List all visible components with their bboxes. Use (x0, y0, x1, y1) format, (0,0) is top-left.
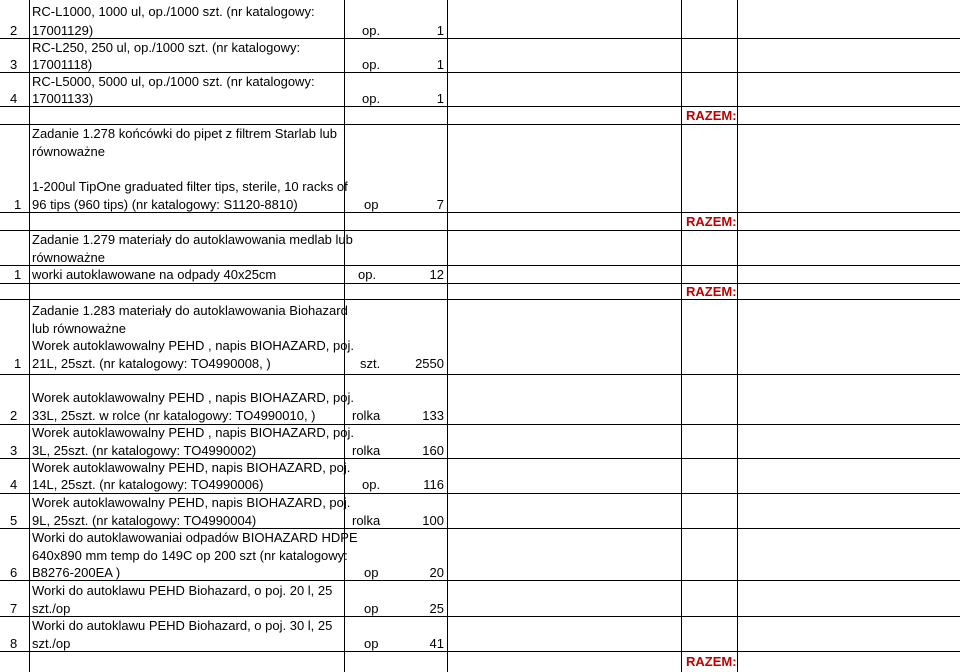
item-unit: op. (362, 57, 381, 72)
item-description: B8276-200EA ) (32, 565, 121, 580)
item-description: Worki do autoklawu PEHD Biohazard, o poj. 20 l, 25 (32, 583, 333, 598)
row-number: 3 (10, 57, 18, 72)
item-description: Worek autoklawowalny PEHD , napis BIOHAZARD, poj. (32, 390, 354, 405)
item-description: 17001129) (32, 23, 94, 38)
item-quantity: 1 (436, 91, 444, 106)
item-unit: szt. (360, 356, 381, 371)
item-description: 3L, 25szt. (nr katalogowy: TO4990002) (32, 443, 257, 458)
item-quantity: 160 (422, 443, 444, 458)
item-unit: rolka (352, 443, 381, 458)
task-heading: równoważne (32, 250, 105, 265)
row-number: 1 (14, 197, 22, 212)
razem-label: RAZEM: (686, 108, 737, 123)
task-heading: lub równoważne (32, 321, 126, 336)
item-quantity: 41 (429, 636, 444, 651)
item-description: 9L, 25szt. (nr katalogowy: TO4990004) (32, 513, 257, 528)
row-number: 4 (10, 91, 18, 106)
item-quantity: 25 (429, 601, 444, 616)
item-quantity: 7 (436, 197, 444, 212)
item-unit: rolka (352, 513, 381, 528)
item-quantity: 100 (422, 513, 444, 528)
row-number: 8 (10, 636, 18, 651)
item-description: worki autoklawowane na odpady 40x25cm (32, 267, 277, 282)
row-number: 5 (10, 513, 18, 528)
row-number: 2 (10, 408, 18, 423)
item-description: Worki do autoklawu PEHD Biohazard, o poj. 30 l, 25 (32, 618, 333, 633)
row-number: 1 (14, 267, 22, 282)
row-number: 3 (10, 443, 18, 458)
item-unit: op. (362, 477, 381, 492)
item-quantity: 1 (436, 57, 444, 72)
razem-label: RAZEM: (686, 284, 737, 299)
razem-label: RAZEM: (686, 654, 737, 669)
task-heading: Zadanie 1.279 materiały do autoklawowania medlab lub (32, 232, 353, 247)
item-description: 21L, 25szt. (nr katalogowy: TO4990008, ) (32, 356, 271, 371)
item-description: 17001118) (32, 57, 93, 72)
item-description: 14L, 25szt. (nr katalogowy: TO4990006) (32, 477, 264, 492)
item-unit: op. (362, 91, 381, 106)
item-description: 17001133) (32, 91, 94, 106)
item-unit: op. (362, 23, 381, 38)
item-description: RC-L5000, 5000 ul, op./1000 szt. (nr katalogowy: (32, 74, 315, 89)
item-description: RC-L1000, 1000 ul, op./1000 szt. (nr katalogowy: (32, 4, 315, 19)
item-description: Worek autoklawowalny PEHD , napis BIOHAZARD, poj. (32, 425, 354, 440)
item-description: Worek autoklawowalny PEHD, napis BIOHAZARD, poj. (32, 460, 351, 475)
item-unit: op (364, 601, 379, 616)
item-description: Worki do autoklawowaniai odpadów BIOHAZARD HDPE (32, 530, 358, 545)
item-description: 33L, 25szt. w rolce (nr katalogowy: TO4990010, ) (32, 408, 316, 423)
item-quantity: 20 (429, 565, 444, 580)
task-heading: równoważne (32, 144, 105, 159)
item-unit: rolka (352, 408, 381, 423)
row-number: 7 (10, 601, 18, 616)
item-description: 1-200ul TipOne graduated filter tips, sterile, 10 racks of (32, 179, 348, 194)
item-description: Worek autoklawowalny PEHD , napis BIOHAZARD, poj. (32, 338, 354, 353)
razem-label: RAZEM: (686, 214, 737, 229)
row-number: 4 (10, 477, 18, 492)
row-number: 6 (10, 565, 18, 580)
item-unit: op. (358, 267, 377, 282)
item-description: 96 tips (960 tips) (nr katalogowy: S1120-8810) (32, 197, 298, 212)
item-unit: op (364, 565, 379, 580)
item-unit: op (364, 197, 379, 212)
item-description: RC-L250, 250 ul, op./1000 szt. (nr katalogowy: (32, 40, 301, 55)
task-heading: Zadanie 1.283 materiały do autoklawowania Biohazard (32, 303, 348, 318)
item-quantity: 12 (429, 267, 444, 282)
task-heading: Zadanie 1.278 końcówki do pipet z filtrem Starlab lub (32, 126, 337, 141)
item-quantity: 2550 (415, 356, 444, 371)
item-quantity: 116 (423, 477, 444, 492)
item-description: 640x890 mm temp do 149C op 200 szt (nr katalogowy: (32, 548, 348, 563)
row-number: 2 (10, 23, 18, 38)
item-unit: op (364, 636, 379, 651)
row-number: 1 (14, 356, 22, 371)
item-quantity: 133 (422, 408, 444, 423)
item-description: szt./op (32, 636, 71, 651)
item-quantity: 1 (436, 23, 444, 38)
item-description: Worek autoklawowalny PEHD, napis BIOHAZARD, poj. (32, 495, 351, 510)
item-description: szt./op (32, 601, 71, 616)
